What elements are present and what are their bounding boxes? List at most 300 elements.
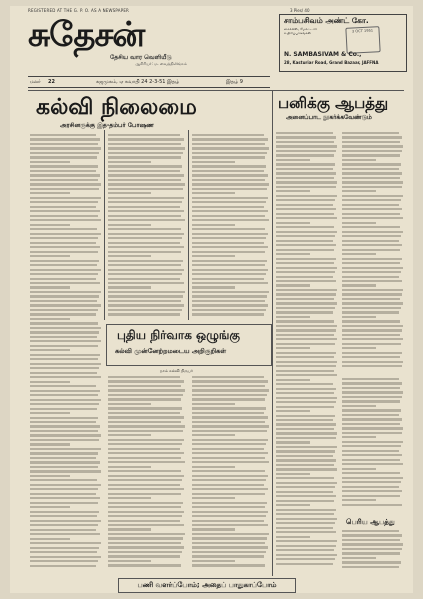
text-line xyxy=(276,388,336,390)
text-line xyxy=(108,152,183,154)
text-line xyxy=(108,416,184,418)
text-line xyxy=(192,219,269,221)
text-line xyxy=(192,443,266,445)
text-line xyxy=(276,527,333,529)
text-line xyxy=(30,484,101,486)
text-line xyxy=(30,138,100,140)
text-line xyxy=(192,201,266,203)
text-line xyxy=(30,322,98,324)
text-line xyxy=(108,511,184,513)
text-line xyxy=(108,546,184,548)
text-line xyxy=(342,181,403,183)
text-line xyxy=(30,255,70,257)
text-line xyxy=(108,497,151,499)
text-line xyxy=(276,343,335,345)
text-line xyxy=(30,309,98,311)
text-line xyxy=(276,522,335,524)
text-line xyxy=(30,152,99,154)
text-line xyxy=(192,511,268,513)
text-line xyxy=(108,134,180,136)
text-line xyxy=(276,325,337,327)
text-line xyxy=(342,454,402,456)
text-line xyxy=(276,163,335,165)
text-line xyxy=(192,524,268,526)
text-line xyxy=(276,217,337,219)
text-line xyxy=(30,417,98,419)
text-line xyxy=(192,143,265,145)
text-line xyxy=(342,240,399,242)
text-line xyxy=(342,284,376,286)
text-line xyxy=(342,320,400,322)
text-line xyxy=(30,161,70,163)
text-line xyxy=(30,206,96,208)
text-line xyxy=(108,528,151,530)
text-line xyxy=(276,253,310,255)
text-line xyxy=(342,566,399,568)
text-line xyxy=(108,273,182,275)
text-line xyxy=(30,278,96,280)
text-line xyxy=(192,210,268,212)
text-line xyxy=(342,190,376,192)
text-line xyxy=(342,195,403,197)
text-line xyxy=(108,398,181,400)
text-line xyxy=(276,150,336,152)
bottom-banner: பணி வளர்ப்போம்; அதைப் பாதுகாப்போம் xyxy=(118,578,296,593)
box-headline: புதிய நிர்வாக ஒழுங்கு xyxy=(117,328,241,342)
text-line xyxy=(192,313,264,315)
text-line xyxy=(30,430,98,432)
text-line xyxy=(342,387,400,389)
column-divider-right xyxy=(272,90,273,576)
text-line xyxy=(276,558,335,560)
text-line xyxy=(276,289,337,291)
text-line xyxy=(30,443,70,445)
text-line xyxy=(108,439,184,441)
text-line xyxy=(342,378,399,380)
text-line xyxy=(192,179,265,181)
text-line xyxy=(30,233,101,235)
text-line xyxy=(30,425,100,427)
text-line xyxy=(342,382,402,384)
date-text: கஜமுகம், ஏ சுவாதி 24 2-3-51 இதழ் xyxy=(96,79,180,85)
text-line xyxy=(342,177,400,179)
text-line xyxy=(342,543,403,545)
text-line xyxy=(108,179,181,181)
text-line xyxy=(192,466,235,468)
text-line xyxy=(276,186,336,188)
text-line xyxy=(342,468,376,470)
text-line xyxy=(276,226,334,228)
text-line xyxy=(342,172,402,174)
text-line xyxy=(192,533,269,535)
text-line xyxy=(342,325,403,327)
box-subheadline: கல்வி முன்னேற்றமடைய அறிகுறிகள் xyxy=(115,347,227,355)
text-line xyxy=(192,134,264,136)
masthead-title: சுதேசன் xyxy=(28,15,145,55)
text-line xyxy=(192,421,265,423)
text-line xyxy=(30,560,98,562)
text-line xyxy=(276,379,310,381)
text-line xyxy=(30,452,98,454)
text-line xyxy=(108,524,184,526)
text-line xyxy=(276,244,336,246)
ad-address: 28, Kasturiar Road, Grand Bazaar, JAFFNA xyxy=(284,60,379,65)
text-line xyxy=(192,242,264,244)
text-line xyxy=(192,528,235,530)
text-line xyxy=(276,482,337,484)
text-line xyxy=(108,156,181,158)
text-line xyxy=(192,488,268,490)
text-line xyxy=(192,452,268,454)
text-line xyxy=(342,459,400,461)
text-line xyxy=(108,470,181,472)
text-line xyxy=(192,188,267,190)
text-line xyxy=(192,260,267,262)
text-line xyxy=(30,466,98,468)
text-line xyxy=(192,174,268,176)
text-line xyxy=(276,258,336,260)
text-line xyxy=(192,412,264,414)
text-line xyxy=(192,416,268,418)
text-line xyxy=(30,318,70,320)
text-line xyxy=(276,320,334,322)
text-line xyxy=(342,365,402,367)
text-line xyxy=(30,542,101,544)
text-line xyxy=(276,204,333,206)
text-line xyxy=(30,470,101,472)
text-line xyxy=(30,497,100,499)
text-line xyxy=(342,235,401,237)
text-line xyxy=(30,304,101,306)
text-line xyxy=(276,222,310,224)
text-line xyxy=(276,307,335,309)
text-line xyxy=(192,551,266,553)
text-line xyxy=(192,278,264,280)
text-line xyxy=(192,403,235,405)
text-line xyxy=(276,383,333,385)
right-column-2-bottom-text xyxy=(342,530,404,574)
text-line xyxy=(30,295,99,297)
text-line xyxy=(342,414,399,416)
text-line xyxy=(30,439,99,441)
text-line xyxy=(108,484,180,486)
left-subheadline: அரசினருக்கு இத-தம்பர் போஷண xyxy=(60,122,154,129)
text-line xyxy=(342,298,400,300)
text-line xyxy=(192,493,265,495)
ad-company-name: N. SAMBASIVAM & Co., xyxy=(284,51,362,58)
text-line xyxy=(192,448,264,450)
text-line xyxy=(276,352,336,354)
text-line xyxy=(30,228,97,230)
text-line xyxy=(192,264,265,266)
text-line xyxy=(30,215,98,217)
ad-title: சாம்பசிவம் அண்ட் கோ. xyxy=(284,16,369,25)
text-line xyxy=(342,159,376,161)
text-line xyxy=(30,533,100,535)
text-line xyxy=(276,356,334,358)
column-divider-1 xyxy=(104,130,105,320)
text-line xyxy=(342,334,400,336)
text-line xyxy=(30,475,70,477)
text-line xyxy=(342,271,401,273)
newspaper-page xyxy=(10,6,413,593)
text-line xyxy=(30,551,97,553)
text-line xyxy=(108,434,151,436)
text-line xyxy=(108,403,151,405)
text-line xyxy=(342,276,399,278)
text-line xyxy=(30,511,99,513)
text-line xyxy=(192,291,269,293)
ad-tagline: சைக்கிள், மோட்டார் உதிரிப்பாகங்கள் xyxy=(284,27,317,36)
registration-line: REGISTERED AT THE G. P. O. AS A NEWSPAPER xyxy=(28,8,130,13)
text-line xyxy=(30,538,70,540)
text-line xyxy=(342,280,402,282)
text-line xyxy=(108,309,182,311)
text-line xyxy=(276,168,333,170)
text-line xyxy=(30,547,99,549)
text-line xyxy=(108,537,183,539)
text-line xyxy=(192,546,268,548)
text-line xyxy=(342,490,402,492)
text-line xyxy=(108,551,182,553)
text-line xyxy=(192,197,268,199)
text-line xyxy=(276,329,336,331)
text-line xyxy=(108,385,181,387)
text-line xyxy=(108,542,181,544)
text-line xyxy=(30,399,101,401)
text-line xyxy=(30,282,100,284)
editor-line: ஆசிரியர்: ம. வைத்திலிங்கம் xyxy=(135,61,187,66)
text-line xyxy=(276,199,335,201)
text-line xyxy=(276,132,333,134)
text-line xyxy=(108,224,151,226)
text-line xyxy=(108,407,182,409)
text-line xyxy=(276,397,337,399)
text-line xyxy=(276,302,337,304)
text-line xyxy=(192,300,265,302)
left-headline: கல்வி நிலைமை xyxy=(36,94,197,120)
text-line xyxy=(342,213,400,215)
text-line xyxy=(30,385,96,387)
text-line xyxy=(30,565,96,567)
text-line xyxy=(108,269,184,271)
text-line xyxy=(108,457,181,459)
text-line xyxy=(192,161,235,163)
text-line xyxy=(276,190,310,192)
text-line xyxy=(30,134,96,136)
text-line xyxy=(342,400,400,402)
text-line xyxy=(108,143,181,145)
text-line xyxy=(342,423,400,425)
text-line xyxy=(276,374,337,376)
text-line xyxy=(192,506,265,508)
text-line xyxy=(108,233,184,235)
lower-middle-column-text xyxy=(108,376,186,572)
text-line xyxy=(30,300,97,302)
text-line xyxy=(192,560,235,562)
text-line xyxy=(192,286,235,288)
text-line xyxy=(108,394,183,396)
text-line xyxy=(108,466,151,468)
text-line xyxy=(192,273,266,275)
center-column-text xyxy=(192,134,270,322)
text-line xyxy=(276,145,337,147)
text-line xyxy=(276,486,335,488)
text-line xyxy=(108,564,181,566)
text-line xyxy=(108,448,180,450)
text-line xyxy=(342,145,403,147)
text-line xyxy=(108,264,181,266)
text-line xyxy=(30,515,97,517)
text-line xyxy=(192,475,268,477)
text-line xyxy=(108,533,185,535)
text-line xyxy=(342,253,376,255)
text-line xyxy=(108,421,181,423)
page-number: இதழ் 9 xyxy=(226,79,243,85)
text-line xyxy=(342,302,403,304)
text-line xyxy=(108,246,184,248)
text-line xyxy=(108,165,182,167)
text-line xyxy=(276,428,334,430)
text-line xyxy=(108,282,184,284)
text-line xyxy=(342,499,376,501)
text-line xyxy=(30,192,70,194)
text-line xyxy=(30,147,101,149)
text-line xyxy=(30,260,99,262)
text-line xyxy=(276,477,334,479)
text-line xyxy=(30,143,98,145)
text-line xyxy=(30,408,97,410)
text-line xyxy=(108,188,183,190)
text-line xyxy=(342,226,400,228)
text-line xyxy=(342,548,402,550)
text-line xyxy=(192,251,265,253)
text-line xyxy=(192,457,265,459)
text-line xyxy=(276,141,334,143)
text-line xyxy=(276,172,336,174)
text-line xyxy=(30,448,101,450)
text-line xyxy=(342,441,403,443)
text-line xyxy=(192,376,264,378)
text-line xyxy=(342,530,399,532)
ad-stamp: 3 OCT 1951 xyxy=(345,26,380,54)
text-line xyxy=(192,206,264,208)
text-line xyxy=(108,425,185,427)
right-column-1-text xyxy=(276,132,338,572)
text-line xyxy=(342,504,402,506)
text-line xyxy=(30,340,101,342)
text-line xyxy=(192,309,266,311)
text-line xyxy=(276,361,337,363)
text-line xyxy=(108,506,181,508)
text-line xyxy=(276,370,334,372)
text-line xyxy=(276,276,333,278)
text-line xyxy=(342,418,402,420)
text-line xyxy=(30,201,98,203)
text-line xyxy=(276,271,335,273)
text-line xyxy=(30,412,70,414)
text-line xyxy=(30,403,99,405)
text-line xyxy=(342,445,401,447)
text-line xyxy=(276,177,334,179)
text-line xyxy=(342,186,402,188)
text-line xyxy=(342,552,400,554)
text-line xyxy=(276,419,333,421)
text-line xyxy=(108,286,151,288)
text-line xyxy=(192,470,265,472)
text-line xyxy=(192,537,267,539)
text-line xyxy=(30,210,100,212)
text-line xyxy=(276,554,337,556)
text-line xyxy=(30,291,101,293)
text-line xyxy=(192,233,268,235)
text-line xyxy=(342,208,402,210)
text-line xyxy=(108,313,180,315)
text-line xyxy=(276,500,334,502)
text-line xyxy=(30,529,96,531)
text-line xyxy=(192,156,265,158)
text-line xyxy=(342,405,376,407)
text-line xyxy=(276,235,335,237)
text-line xyxy=(30,183,101,185)
text-line xyxy=(342,311,399,313)
text-line xyxy=(30,269,101,271)
text-line xyxy=(108,206,180,208)
text-line xyxy=(342,356,400,358)
text-line xyxy=(192,165,266,167)
top-rule xyxy=(28,90,404,91)
text-line xyxy=(108,242,180,244)
lower-center-column-text xyxy=(192,376,270,572)
text-line xyxy=(108,412,180,414)
text-line xyxy=(276,338,337,340)
text-line xyxy=(276,504,310,506)
text-line xyxy=(30,313,96,315)
text-line xyxy=(108,161,151,163)
text-line xyxy=(192,434,235,436)
text-line xyxy=(192,479,266,481)
text-line xyxy=(108,520,180,522)
dateline-bar xyxy=(28,76,270,88)
text-line xyxy=(108,295,183,297)
text-line xyxy=(342,352,402,354)
text-line xyxy=(276,240,333,242)
text-line xyxy=(342,258,402,260)
text-line xyxy=(276,437,336,439)
text-line xyxy=(276,347,310,349)
text-line xyxy=(108,502,183,504)
text-line xyxy=(276,365,336,367)
text-line xyxy=(342,495,400,497)
text-line xyxy=(30,251,98,253)
text-line xyxy=(276,195,337,197)
text-line xyxy=(192,215,265,217)
text-line xyxy=(30,237,98,239)
text-line xyxy=(192,192,235,194)
text-line xyxy=(342,557,376,559)
text-line xyxy=(342,249,400,251)
text-line xyxy=(192,407,266,409)
text-line xyxy=(342,436,376,438)
text-line xyxy=(276,495,336,497)
text-line xyxy=(30,165,98,167)
text-line xyxy=(30,479,97,481)
text-line xyxy=(276,441,310,443)
text-line xyxy=(30,188,99,190)
text-line xyxy=(276,491,333,493)
text-line xyxy=(108,291,185,293)
text-line xyxy=(342,477,403,479)
